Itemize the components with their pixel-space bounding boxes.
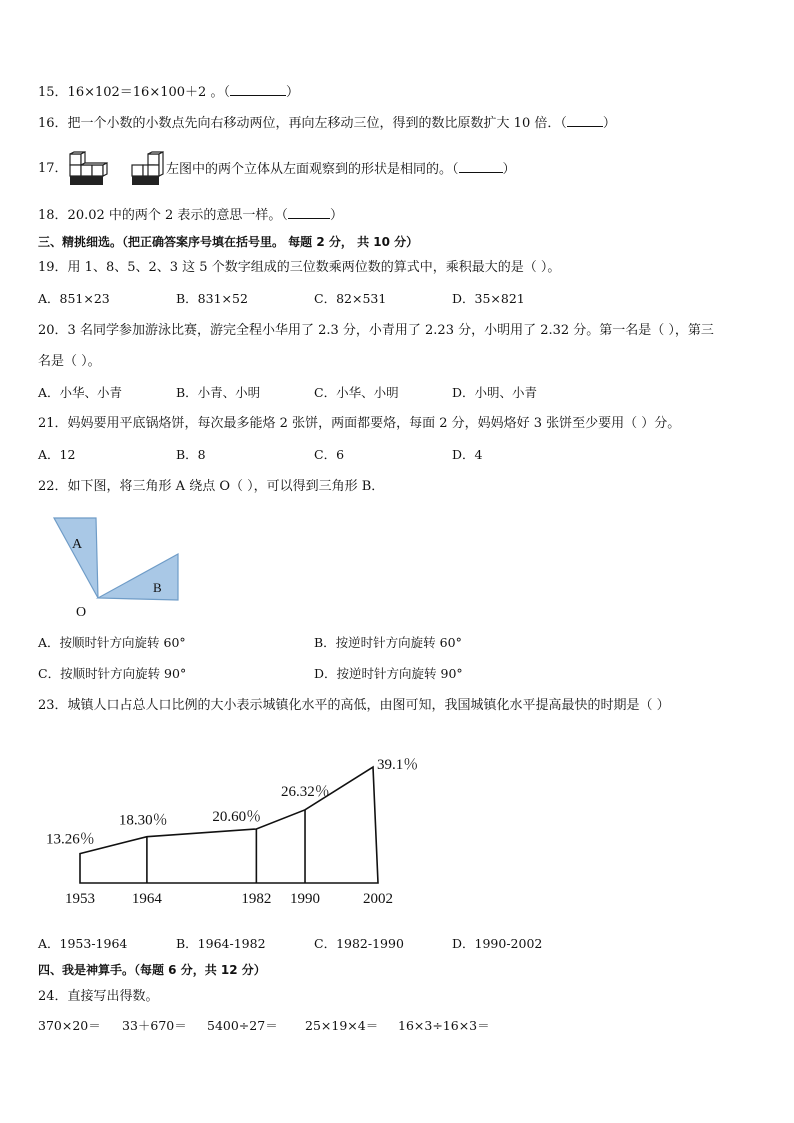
option-b[interactable]: B．1964-1982 <box>176 936 266 951</box>
option-c[interactable]: C．按顺时针方向旋转 90° <box>38 666 187 681</box>
answer-blank[interactable] <box>567 114 603 127</box>
x-tick-label: 2002 <box>363 891 393 907</box>
data-label: 26.32％ <box>281 783 330 800</box>
option-c[interactable]: C．82×531 <box>314 291 387 306</box>
section-4-heading: 四、我是神算手。（每题 6 分，共 12 分） <box>38 963 266 977</box>
label-o: O <box>76 605 87 620</box>
calc-item: 5400÷27＝ <box>207 1018 278 1033</box>
option-d[interactable]: D．35×821 <box>452 291 525 306</box>
option-c[interactable]: C．小华、小明 <box>314 385 399 400</box>
answer-blank[interactable] <box>459 160 503 173</box>
question-20: 20．3 名同学参加游泳比赛，游完全程小华用了 2.3 分，小青用了 2.23 分，小明用了 2.32 分。第一名是（ ），第三 <box>38 323 714 338</box>
option-b[interactable]: B．8 <box>176 447 206 462</box>
question-17 <box>38 160 68 178</box>
calc-item: 16×3÷16×3＝ <box>398 1018 490 1033</box>
question-17-text: 左图中的两个立体从左面观察到的形状是相同的。（ <box>166 162 459 177</box>
data-label: 13.26％ <box>46 831 95 848</box>
data-label: 20.60％ <box>212 808 262 825</box>
option-c[interactable]: C．6 <box>314 447 345 462</box>
triangle-a <box>54 518 98 598</box>
question-15-text: 15．16×102＝16×100＋2 。（ <box>38 85 230 100</box>
option-d[interactable]: D．1990-2002 <box>452 936 543 951</box>
question-24: 24．直接写出得数。 <box>38 989 159 1004</box>
question-18: 18．20.02 中的两个 2 表示的意思一样。（ ） <box>38 208 343 223</box>
question-20-cont: 名是（ ）。 <box>38 354 101 369</box>
question-21: 21．妈妈要用平底锅烙饼，每次最多能烙 2 张饼，两面都要烙，每面 2 分，妈妈烙好 3 张饼至少要用（ ）分。 <box>38 416 681 431</box>
answer-blank[interactable] <box>288 206 330 219</box>
triangle-b <box>98 554 178 600</box>
x-tick-label: 1964 <box>131 891 162 907</box>
question-15: 15．16×102＝16×100＋2 。（ ） <box>38 85 299 100</box>
question-22: 22．如下图，将三角形 A 绕点 O（ ），可以得到三角形 B． <box>38 479 385 494</box>
option-a[interactable]: A．小华、小青 <box>38 385 123 400</box>
question-16: 16．把一个小数的小数点先向右移动两位，再向左移动三位，得到的数比原数扩大 10 倍．（ ） <box>38 116 616 131</box>
urbanization-chart <box>0 740 440 920</box>
option-c[interactable]: C．1982-1990 <box>314 936 404 951</box>
x-tick-label: 1953 <box>65 891 95 907</box>
option-a[interactable]: A．按顺时针方向旋转 60° <box>38 635 186 650</box>
option-a[interactable]: A．1953-1964 <box>38 936 128 951</box>
question-17-statement: 左图中的两个立体从左面观察到的形状是相同的。（ ） <box>166 162 516 177</box>
data-label: 18.30％ <box>118 812 168 829</box>
x-tick-label: 1982 <box>241 891 272 907</box>
calc-item: 25×19×4＝ <box>305 1018 379 1033</box>
x-tick-label: 1990 <box>290 891 321 907</box>
data-label: 39.1％ <box>377 757 419 774</box>
calc-item: 33＋670＝ <box>122 1018 187 1033</box>
option-d[interactable]: D．4 <box>452 447 483 462</box>
option-d[interactable]: D．小明、小青 <box>452 385 538 400</box>
question-17-number: 17． <box>38 161 68 176</box>
solid-figure-1 <box>68 151 110 187</box>
solid-figure-2 <box>130 151 166 187</box>
option-a[interactable]: A．851×23 <box>38 291 110 306</box>
option-b[interactable]: B．按逆时针方向旋转 60° <box>314 635 462 650</box>
option-b[interactable]: B．小青、小明 <box>176 385 261 400</box>
label-b: B <box>153 580 162 595</box>
option-b[interactable]: B．831×52 <box>176 291 248 306</box>
question-16-text: 16．把一个小数的小数点先向右移动两位，再向左移动三位，得到的数比原数扩大 10 倍．（ <box>38 116 567 131</box>
calc-item: 370×20＝ <box>38 1018 101 1033</box>
section-3-heading: 三、精挑细选。（把正确答案序号填在括号里。 每题 2 分， 共 10 分） <box>38 235 419 249</box>
question-23: 23．城镇人口占总人口比例的大小表示城镇化水平的高低，由图可知，我国城镇化水平提高最快的时期是（ ） <box>38 698 670 713</box>
question-19: 19．用 1、8、5、2、3 这 5 个数字组成的三位数乘两位数的算式中，乘积最大的是（ ）。 <box>38 260 561 275</box>
answer-blank[interactable] <box>230 83 286 96</box>
label-a: A <box>72 537 83 552</box>
option-a[interactable]: A．12 <box>38 447 76 462</box>
rotation-figure <box>40 510 190 620</box>
question-18-text: 18．20.02 中的两个 2 表示的意思一样。（ <box>38 208 288 223</box>
option-d[interactable]: D．按逆时针方向旋转 90° <box>314 666 463 681</box>
